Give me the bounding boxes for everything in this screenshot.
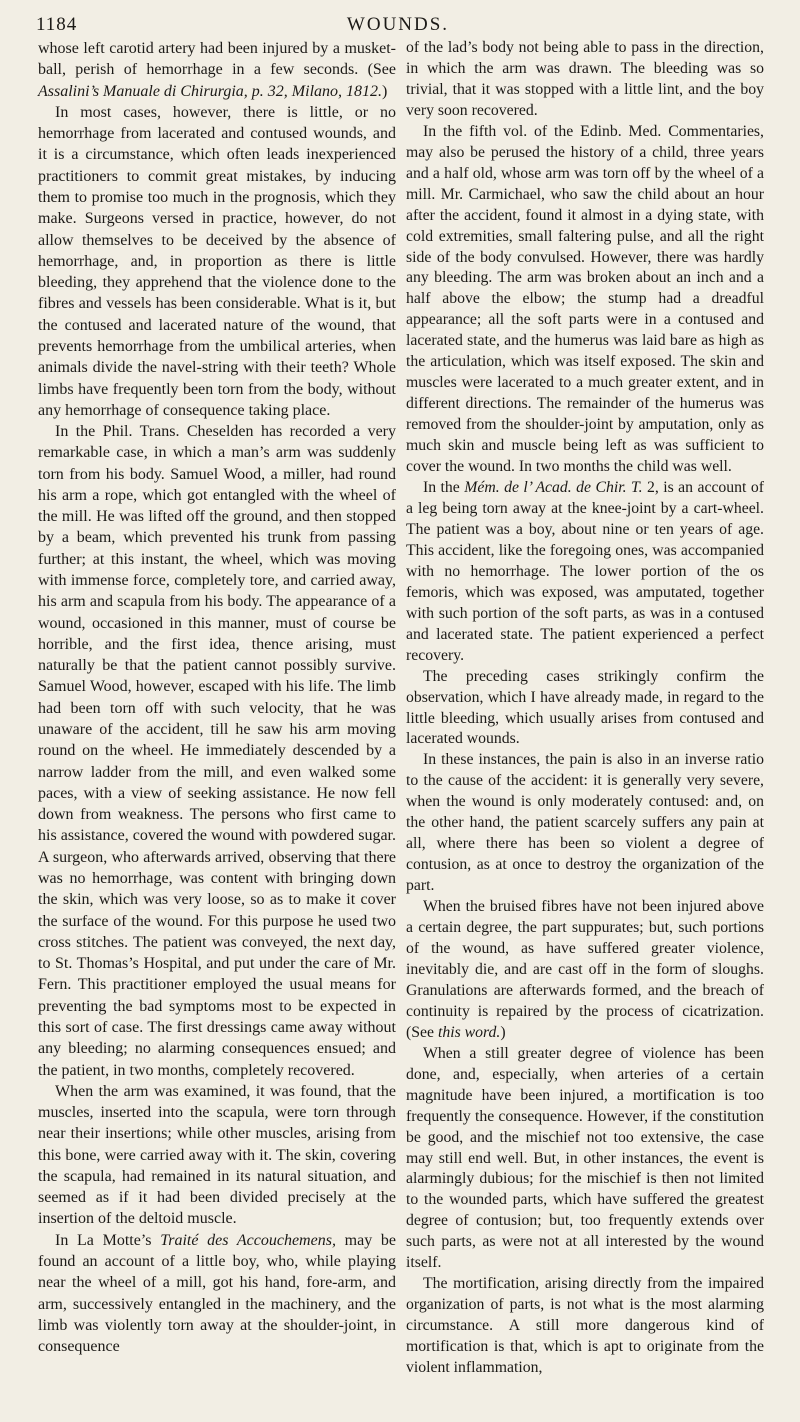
italic-citation: Mém. de l’ Acad. de Chir. T.: [464, 479, 643, 497]
italic-citation: Assalini’s Manuale di Chirurgia, p. 32, Milano, 1812.: [38, 82, 383, 100]
paragraph-text: In the fifth vol. of the Edinb. Med. Commentaries, may also be perused the history of a child, three years and a half old, whose arm was torn off by the wheel of a mill. Mr. Carmichael, who saw the child about an hour after the accident, found it almost in a dying state, with cold extremities, small faltering pulse, and all the right side of the body convulsed. However, there was hardly any bleeding. The arm was broken about an inch and a half above the elbow; the stump had a dreadful appearance; all the soft parts were in a contused and lacerated state, and the humerus was laid bare as high as the articulation, which was itself exposed. The skin and muscles were lacerated to a much greater extent, and in different directions. The remainder of the humerus was removed from the shoulder-joint by amputation, only as much skin and muscle being left as was sufficient to cover the wound. In two months the child was well.: [406, 122, 764, 476]
paragraph-text: When a still greater degree of violence has been done, and, especially, when arteries of a certain magnitude have been injured, a mortification is too frequently the consequence. However, if the constitution be good, and the mischief not too extensive, the case may still end well. But, in other instances, the event is alarmingly dubious; for the mischief is then not limited to the wounded parts, which have suffered the greatest degree of contusion; but, too frequently extends over such parts, as were not at all interested by the wound itself.: [406, 1044, 764, 1272]
paragraph-text: The mortification, arising directly from the impaired organization of parts, is not what is the most alarming circumstance. A still more dangerous kind of mortification is that, which is apt to originate from the violent inflammation,: [406, 1275, 764, 1377]
paragraph-text: of the lad’s body not being able to pass in the direction, in which the arm was drawn. The bleeding was so trivial, that it was stopped with a little lint, and the boy very soon recovered.: [406, 39, 764, 119]
paragraph: [406, 122, 764, 478]
running-head: WOUNDS.: [346, 14, 450, 35]
paragraph: [38, 1081, 396, 1230]
paragraph-text: In the: [423, 479, 465, 497]
paragraph: [406, 897, 764, 1044]
paragraph: [38, 421, 396, 1081]
paragraph-text: In most cases, however, there is little, or no hemorrhage from lacerated and contused wounds, and it is a circumstance, which often leads inexperienced practitioners to commit great mistakes, by inducing them to promise too much in the prognosis, which they make. Surgeons versed in practice, however, do not allow themselves to be deceived by the absence of hemorrhage, and, in proportion as there is little bleeding, they apprehend that the violence done to the fibres and vessels has been considerable. What is it, but the contused and lacerated nature of the wound, that prevents hemorrhage from the umbilical arteries, when animals divide the navel-string with their teeth? Whole limbs have frequently been torn from the body, without any hemorrhage of consequence taking place.: [38, 103, 396, 419]
paragraph: [38, 1230, 396, 1358]
paragraph: [406, 38, 764, 122]
paragraph: [38, 38, 396, 102]
paragraph-text: When the arm was examined, it was found, that the muscles, inserted into the scapula, were torn through near their insertions; while other muscles, arising from this bone, were carried away with it. The skin, covering the scapula, had remained in its natural situation, and seemed as if it had been divided precisely at the insertion of the deltoid muscle.: [38, 1082, 396, 1228]
paragraph-text: In the Phil. Trans. Cheselden has recorded a very remarkable case, in which a man’s arm was suddenly torn from his body. Samuel Wood, a miller, had round his arm a rope, which got entangled with the wheel of the mill. He was lifted off the ground, and then stopped by a beam, which prevented his trunk from passing further; at this instant, the wheel, which was moving with immense force, completely tore, and carried away, his arm and scapula from his body. The appearance of a wound, occasioned in this manner, must of course be horrible, and the first idea, thence arising, must naturally be that the patient cannot possibly survive. Samuel Wood, however, escaped with his life. The limb had been torn off with such velocity, that he was unaware of the accident, till he saw his arm moving round on the wheel. He immediately descended by a narrow ladder from the mill, and even walked some paces, with a view of seeking assistance. He now fell down from weakness. The persons who first came to his assistance, covered the wound with powdered sugar. A surgeon, who afterwards arrived, observing that there was no hemorrhage, was content with bringing down the skin, which was very loose, so as to make it cover the surface of the wound. For this purpose he used two cross stitches. The patient was conveyed, the next day, to St. Thomas’s Hospital, and put under the care of Mr. Fern. This practitioner employed the usual means for preventing the bad symptoms most to be expected in this sort of case. The first dressings came away without any bleeding; no alarming consequences ensued; and the patient, in two months, completely recovered.: [38, 423, 396, 1079]
page-header: [36, 14, 760, 40]
paragraph-text-continued: ): [500, 1023, 506, 1041]
paragraph-text-continued: ): [382, 82, 388, 100]
left-column: [38, 38, 396, 1357]
paragraph-text: whose left carotid artery had been injured by a musket-ball, perish of hemorrhage in a few seconds. (See: [38, 40, 396, 79]
paragraph: [406, 1044, 764, 1274]
paragraph-text: When the bruised fibres have not been injured above a certain degree, the part suppurates; but, such portions of the wound, as have suffered greater violence, inevitably die, and are cast off in the form of sloughs. Granulations are afterwards formed, and the breach of continuity is repaired by the process of cicatrization. (See: [406, 898, 764, 1041]
paragraph: [406, 667, 764, 751]
italic-citation: Traité des Accouchemens,: [160, 1231, 336, 1249]
paragraph: [406, 1274, 764, 1379]
paragraph: [38, 102, 396, 421]
page-number: 1184: [36, 14, 78, 35]
paragraph-text: In La Motte’s: [55, 1231, 161, 1249]
italic-citation: this word.: [437, 1023, 501, 1041]
paragraph-text-continued: may be found an account of a little boy, who, while playing near the wheel of a mill, got his hand, fore-arm, and arm, successively entangled in the machinery, and the limb was violently torn away at the shoulder-joint, in consequence: [38, 1231, 397, 1356]
right-column: [406, 38, 764, 1379]
paragraph-text: The preceding cases strikingly confirm the observation, which I have already made, in regard to the little bleeding, which usually arises from contused and lacerated wounds.: [406, 667, 764, 748]
paragraph: [406, 478, 764, 667]
paragraph-text-continued: 2, is an account of a leg being torn away at the knee-joint by a cart-wheel. The patient was a boy, about nine or ten years of age. This accident, like the foregoing ones, was accompanied with no hemorrhage. The lower portion of the os femoris, which was exposed, was amputated, together with such portion of the soft parts, as was in a contused and lacerated state. The patient experienced a perfect recovery.: [406, 479, 764, 664]
paragraph: [406, 750, 764, 897]
paragraph-text: In these instances, the pain is also in an inverse ratio to the cause of the accident: it is generally very severe, when the wound is only moderately contused: and, on the other hand, the patient scarcely suffers any pain at all, where there has been so violent a degree of contusion, as at once to destroy the organization of the part.: [406, 751, 764, 895]
